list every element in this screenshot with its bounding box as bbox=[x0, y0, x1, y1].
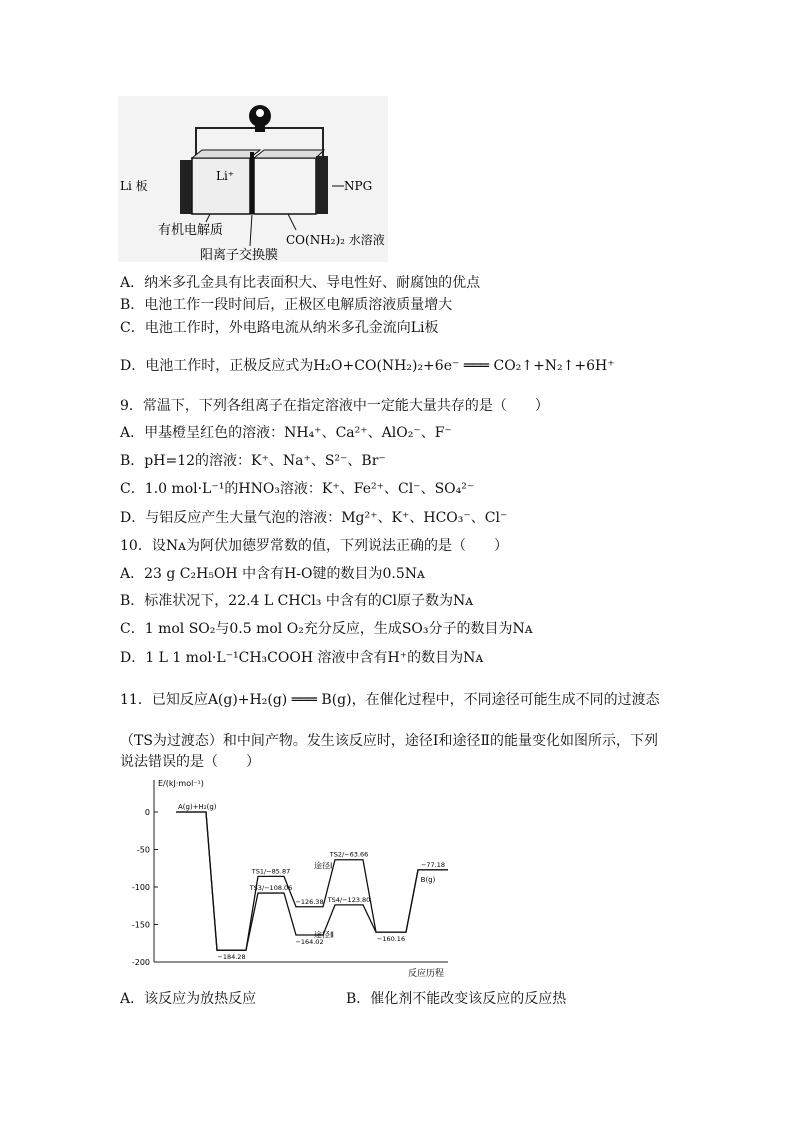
q10-option-a: A．23 g C₂H₅OH 中含有H-O键的数目为0.5Nᴀ bbox=[120, 566, 425, 582]
q11-option-b: B．催化剂不能改变该反应的反应热 bbox=[346, 991, 567, 1007]
series-line-2 bbox=[176, 812, 448, 950]
data-label: −77.18 bbox=[420, 860, 446, 869]
data-label: TS3/−108.06 bbox=[249, 884, 293, 893]
battery-diagram bbox=[118, 96, 388, 262]
series-name: 途径Ⅰ bbox=[314, 861, 333, 871]
li-plate bbox=[180, 160, 192, 214]
q10-stem: 10．设Nᴀ为阿伏加德罗常数的值，下列说法正确的是（ ） bbox=[120, 538, 508, 554]
data-label: −126.38 bbox=[295, 897, 324, 906]
q11-stem-line2: （TS为过渡态）和中间产物。发生该反应时，途径Ⅰ和途径Ⅱ的能量变化如图所示，下列 bbox=[120, 733, 658, 749]
data-label: −160.16 bbox=[376, 935, 406, 944]
data-label: TS2/−63.66 bbox=[329, 850, 369, 859]
x-axis-label: 反应历程 bbox=[408, 969, 445, 979]
series-line-1 bbox=[176, 812, 448, 950]
q10-option-b: B．标准状况下，22.4 L CHCl₃ 中含有的Cl原子数为Nᴀ bbox=[120, 593, 474, 609]
y-axis-label: E/(kJ·mol⁻¹) bbox=[158, 779, 204, 788]
q9-option-a: A．甲基橙呈红色的溶液：NH₄⁺、Ca²⁺、AlO₂⁻、F⁻ bbox=[120, 425, 452, 441]
y-tick-label: -100 bbox=[131, 883, 150, 892]
start-label: A(g)+H₂(g) bbox=[178, 803, 217, 811]
q8-option-d: D．电池工作时，正极反应式为H₂O+CO(NH₂)₂+6e⁻ ═══ CO₂↑+N₂↑+6H⁺ bbox=[120, 358, 615, 374]
data-label: −164.02 bbox=[295, 938, 324, 947]
q8-option-c: C．电池工作时，外电路电流从纳米多孔金流向Li板 bbox=[120, 320, 439, 336]
npg-plate bbox=[316, 156, 328, 214]
y-tick-label: 0 bbox=[144, 808, 150, 817]
q9-option-d: D．与铝反应产生大量气泡的溶液：Mg²⁺、K⁺、HCO₃⁻、Cl⁻ bbox=[120, 510, 508, 526]
q11-stem-line3: 说法错误的是（ ） bbox=[120, 754, 260, 770]
data-label: TS4/−123.80 bbox=[327, 895, 371, 904]
q10-option-d: D．1 L 1 mol·L⁻¹CH₃COOH 溶液中含有H⁺的数目为Nᴀ bbox=[120, 650, 484, 666]
li-ion-label: Li⁺ bbox=[216, 169, 235, 183]
y-tick-label: -50 bbox=[136, 845, 150, 855]
data-label: −184.28 bbox=[217, 953, 246, 962]
q11-stem-line1: 11．已知反应A(g)+H₂(g) ═══ B(g)，在催化过程中，不同途径可能生成不同的过渡态 bbox=[120, 692, 660, 708]
npg-label: NPG bbox=[344, 179, 373, 193]
q9-stem: 9．常温下，下列各组离子在指定溶液中一定能大量共存的是（ ） bbox=[120, 398, 549, 414]
q8-option-b: B．电池工作一段时间后，正极区电解质溶液质量增大 bbox=[120, 297, 453, 313]
li-plate-label: Li 板 bbox=[120, 179, 148, 193]
series-name: 途径Ⅱ bbox=[314, 930, 334, 940]
q11-option-a: A．该反应为放热反应 bbox=[120, 991, 257, 1007]
y-tick-label: -150 bbox=[131, 920, 150, 930]
q10-option-c: C．1 mol SO₂与0.5 mol O₂充分反应，生成SO₃分子的数目为Nᴀ bbox=[120, 621, 533, 637]
q9-option-b: B．pH=12的溶液：K⁺、Na⁺、S²⁻、Br⁻ bbox=[120, 453, 386, 469]
organic-electrolyte-label: 有机电解质 bbox=[158, 223, 224, 238]
urea-solution-label: CO(NH₂)₂ 水溶液 bbox=[286, 233, 385, 247]
energy-profile-chart bbox=[118, 772, 458, 980]
data-label: TS1/−85.87 bbox=[251, 867, 291, 876]
end-label: B(g) bbox=[420, 875, 436, 884]
q8-option-a: A．纳米多孔金具有比表面积大、导电性好、耐腐蚀的优点 bbox=[120, 275, 481, 291]
q9-option-c: C．1.0 mol·L⁻¹的HNO₃溶液：K⁺、Fe²⁺、Cl⁻、SO₄²⁻ bbox=[120, 481, 475, 497]
membrane-label: 阳离子交换膜 bbox=[200, 248, 279, 262]
y-tick-label: -200 bbox=[131, 958, 150, 967]
